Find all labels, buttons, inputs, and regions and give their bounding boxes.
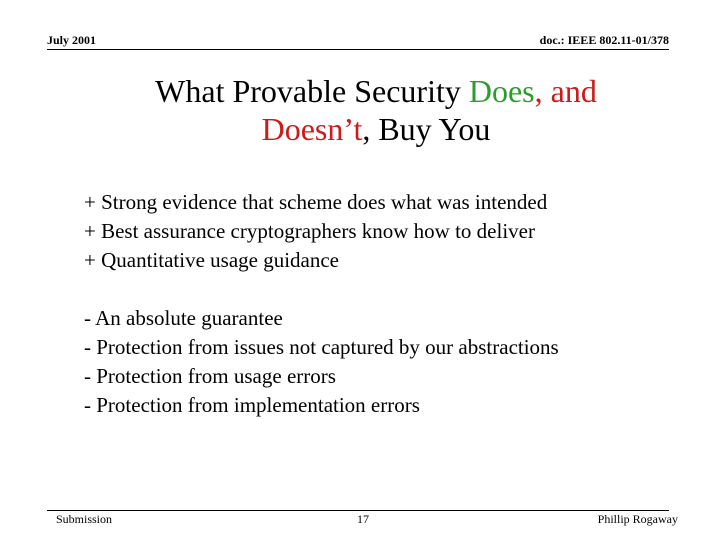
cons-item: - Protection from implementation errors	[84, 393, 420, 417]
cons-item: - Protection from issues not captured by our abstractions	[84, 335, 559, 359]
footer-author: Phillip Rogaway	[597, 512, 678, 526]
footer-submission: Submission	[56, 512, 113, 526]
header-date: July 2001	[47, 33, 97, 47]
footer-rule	[47, 510, 669, 511]
footer-page-number: 17	[357, 512, 369, 526]
pros-item: + Quantitative usage guidance	[84, 248, 340, 272]
pros-item: + Best assurance cryptographers know how to deliver	[84, 219, 535, 243]
cons-item: - Protection from usage errors	[84, 364, 336, 388]
title-and: , and	[534, 73, 597, 109]
slide-title	[0, 72, 720, 148]
title-buy-you: , Buy You	[362, 111, 491, 147]
title-does: Does	[468, 73, 535, 109]
title-part-1: What Provable Security	[155, 73, 469, 109]
header-doc-id: doc.: IEEE 802.11-01/378	[539, 33, 669, 47]
pros-item: + Strong evidence that scheme does what was intended	[84, 190, 548, 214]
title-doesnt: Doesn’t	[261, 111, 363, 147]
pros-list	[84, 188, 547, 275]
cons-item: - An absolute guarantee	[84, 306, 283, 330]
cons-list	[84, 304, 559, 420]
header-rule	[47, 49, 669, 50]
